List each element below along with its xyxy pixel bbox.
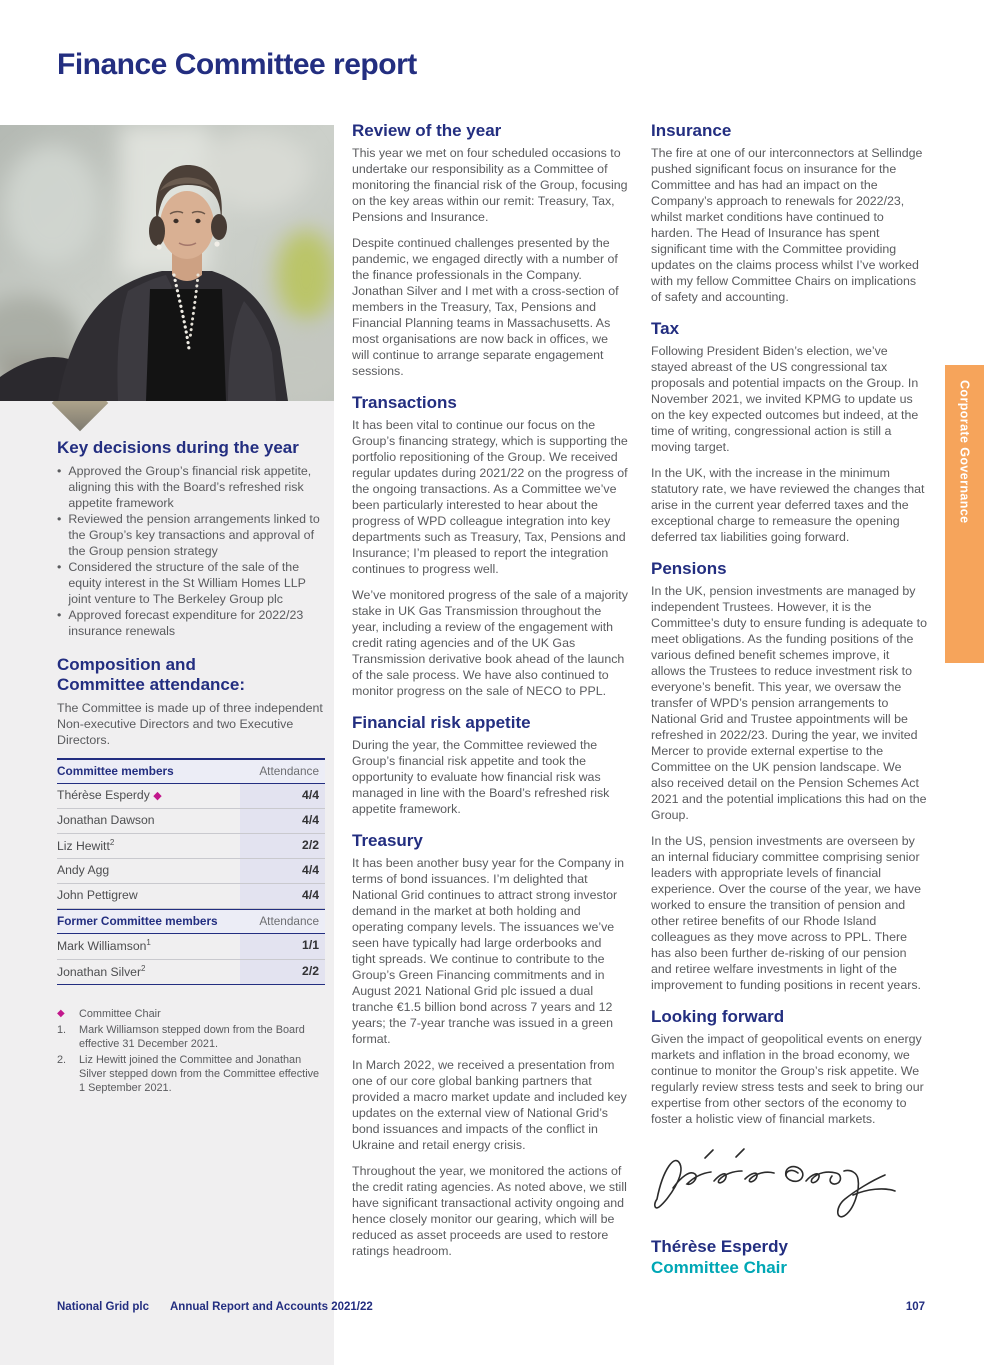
- committee-chair-diamond-icon: ◆: [153, 790, 162, 803]
- table-row: [57, 859, 325, 884]
- signoff-name: Thérèse Esperdy: [651, 1237, 789, 1257]
- attendance-value: 2/2: [240, 960, 325, 985]
- paragraph: This year we met on four scheduled occasions to undertake our responsibility as a Committee of monitoring the financial risk of the Group, focusing on the key areas within our remit: Treasury, Tax, Pensions and Insurance.: [352, 146, 628, 225]
- paragraph: Following President Biden’s election, we’ve stayed abreast of the US congressional tax proposals and potential impacts on the Group. In November 2021, we invited KPMG to update us on the key expected outcomes but indeed, at the time of writing, congressional action is still a moving target.: [651, 344, 919, 455]
- attendance-value: 4/4: [240, 884, 325, 908]
- table-row: [57, 960, 325, 986]
- table-row: [57, 834, 325, 860]
- attendance-value: 1/1: [240, 934, 325, 959]
- key-decision-text: Approved the Group’s financial risk appetite, aligning this with the Board’s refreshed risk appetite framework: [68, 464, 312, 511]
- committee-chair-diamond-icon: ◆: [57, 1008, 65, 1020]
- paragraph: During the year, the Committee reviewed the Group’s financial risk appetite and took the opportunity to evaluate how financial risk was managed in line with the Board’s refreshed risk appetite framework.: [352, 738, 610, 817]
- paragraph: The fire at one of our interconnectors at Sellindge pushed significant focus on insurance for the Committee and has had an impact on the Company’s approach to renewals for 2022/23, whilst market conditions have continued to harden. The Head of Insurance has spent significant time with the Committee providing updates on the claims process whilst I’ve worked with my fellow Committee Chairs on implications of safety and accounting.: [651, 146, 923, 305]
- section-heading: Pensions: [651, 559, 727, 579]
- table-row: [57, 884, 325, 909]
- attendance-value: 4/4: [240, 809, 325, 833]
- paragraph: It has been vital to continue our focus on the Group’s financing strategy, which is supporting the portfolio repositioning of the Group. We received regular updates during 2021/22 on the progress of the ongoing transactions. As a Committee we’ve been particularly interested to hear about the progress of WPD colleague integration into key departments such as Treasury, Tax, Pensions and Insurance; I’m pleased to report the integration continues to progress well.: [352, 418, 628, 577]
- table-header-row: [57, 760, 325, 784]
- key-decision-item: [57, 463, 327, 511]
- member-name: Jonathan Dawson: [57, 812, 155, 827]
- key-decision-text: Considered the structure of the sale of the equity interest in the St William Homes LLP joint venture to The Berkeley Group plc: [68, 560, 306, 607]
- member-name: Jonathan Silver$^2$: [57, 963, 146, 979]
- section-heading: Looking forward: [651, 1007, 785, 1027]
- left-column: [57, 438, 327, 1097]
- key-decision-item: [57, 559, 327, 607]
- footer-company: National Grid plc: [57, 1301, 150, 1313]
- middle-column: [352, 121, 628, 1259]
- footer-report-title: Annual Report and Accounts 2021/22: [170, 1301, 373, 1313]
- chair-legend: ◆ Committee Chair: [57, 1008, 161, 1021]
- bullet-icon: •: [57, 608, 62, 623]
- paragraph: In the UK, pension investments are managed by independent Trustees. However, it is the Committee’s duty to ensure funding is adequate to meet obligations. As the funding positions of the various defined benefit schemes improve, it allows the Trustees to reduce investment risk to everyone’s benefit. This year, we oversaw the transfer of WPD’s pension arrangements to National Grid and Trustee appointments will be refreshed in 2022/23. During the year, we invited Mercer to provide external expertise to the Committee on the UK pension landscape. We also received detail on the Pension Schemes Act 2021 and the potential implications this had on the Group.: [651, 584, 927, 823]
- paragraph: In the UK, with the increase in the minimum statutory rate, we have reviewed the changes that arise in the current year deferred taxes and the exceptional charge to remeasure the opening deferred tax liabilities going forward.: [651, 466, 925, 545]
- composition-heading: Composition and Committee attendance:: [57, 655, 245, 695]
- footnote-item: 1. Mark Williamson stepped down from the Board effective 31 December 2021.: [57, 1023, 305, 1051]
- key-decisions-heading: Key decisions during the year: [57, 438, 299, 457]
- corporate-governance-section-tab: Corporate Governance: [945, 365, 984, 663]
- attendance-value: 4/4: [240, 859, 325, 883]
- footer-page-number: 107: [905, 1301, 925, 1313]
- table-footnotes: [57, 1007, 327, 1095]
- section-tax: [651, 319, 927, 545]
- paragraph: It has been another busy year for the Company in terms of bond issuances. I’m delighted that National Grid continues to attract strong investor demand in the market at both holding and operating company levels. The issuances we’ve seen have typically had large orderbooks and tight spreads. We continue to contribute to the Group’s Green Financing commitments and in August 2021 National Grid plc issued a dual tranche €1.5 billion bond across 7 years and 12 years; the 7-year tranche was issued in a green format.: [352, 856, 625, 1047]
- section-treasury: [352, 831, 628, 1259]
- table-row: [57, 809, 325, 834]
- page-title: Finance Committee report: [57, 48, 417, 81]
- member-name: John Pettigrew: [57, 888, 138, 903]
- section-transactions: [352, 393, 628, 699]
- section-heading: Insurance: [651, 121, 732, 140]
- member-name: Mark Williamson$^1$: [57, 937, 151, 953]
- section-heading: Review of the year: [352, 121, 502, 140]
- former-members-header: Former Committee members: [57, 913, 218, 928]
- section-financial-risk-appetite: [352, 713, 628, 817]
- composition-intro: The Committee is made up of three independent Non-executive Directors and two Executive Directors.: [57, 701, 323, 748]
- former-members-header-row: [57, 909, 325, 934]
- member-name: Andy Agg: [57, 863, 110, 878]
- paragraph: We’ve monitored progress of the sale of a majority stake in UK Gas Transmission throughout the year, including a review of the engagement with credit rating agencies and of the UK Gas Transmission derivative book ahead of the launch of the sale process. We have also continued to monitor progress on the sale of NECO to PPL.: [352, 588, 628, 699]
- signoff-role: Committee Chair: [651, 1257, 788, 1277]
- paragraph: Given the impact of geopolitical events on energy markets and inflation in the broad economy, we continue to monitor the Group’s risk appetite. We regularly review stress tests and seek to bring our expertise from other sectors of the economy to foster a holistic view of financial markets.: [651, 1032, 924, 1127]
- key-decision-item: [57, 607, 327, 639]
- attendance-header: Attendance: [259, 913, 319, 928]
- table-row: [57, 934, 325, 960]
- photo-illustration: [0, 125, 334, 401]
- key-decision-text: Reviewed the pension arrangements linked to the Group’s key transactions and approval of the Group pension strategy: [68, 512, 320, 559]
- section-review-of-the-year: [352, 121, 628, 379]
- members-header: Committee members: [57, 764, 174, 779]
- paragraph: Throughout the year, we monitored the actions of the credit rating agencies. As noted above, we still have significant transactional activity ongoing and hence closely monitor our gearing, which will be reduced as asset proceeds are used to restore ratings headroom.: [352, 1164, 627, 1259]
- attendance-value: 4/4: [240, 784, 325, 808]
- section-heading: Tax: [651, 319, 680, 339]
- committee-chair-photo: [0, 125, 334, 401]
- bullet-icon: •: [57, 464, 62, 479]
- footnote-item: 2. Liz Hewitt joined the Committee and Jonathan Silver stepped down from the Committee effective 1 September 2021.: [57, 1053, 320, 1095]
- bullet-icon: •: [57, 560, 62, 575]
- attendance-value: 2/2: [240, 834, 325, 859]
- paragraph: Despite continued challenges presented by the pandemic, we engaged directly with a number of the finance professionals in the Company. Jonathan Silver and I met with a cross-section of members in the Treasury, Tax, Pensions and Financial Planning teams in Massachusetts. As most organisations are now back in offices, we will continue to arrange separate engagement sessions.: [352, 236, 619, 379]
- member-name: Thérèse Esperdy ◆: [57, 788, 162, 803]
- key-decision-text: Approved forecast expenditure for 2022/23 insurance renewals: [68, 608, 304, 639]
- section-heading: Transactions: [352, 393, 457, 413]
- key-decision-item: [57, 511, 327, 559]
- right-column: [651, 121, 927, 1278]
- table-row: [57, 784, 325, 809]
- signature-image: [647, 1143, 927, 1227]
- section-looking-forward: [651, 1007, 927, 1127]
- section-heading: Treasury: [352, 831, 423, 851]
- section-heading: Financial risk appetite: [352, 713, 531, 733]
- attendance-header: Attendance: [259, 764, 319, 779]
- paragraph: In March 2022, we received a presentation from one of our core global banking partners that provided a macro market update and included key updates on the external view of National Grid’s bond issuances and impacts of the conflict in Ukraine and retail energy crisis.: [352, 1058, 627, 1153]
- member-name: Liz Hewitt$^2$: [57, 837, 115, 853]
- committee-attendance-table: [57, 758, 325, 985]
- paragraph: In the US, pension investments are overseen by an internal fiduciary committee comprising senior leaders with appropriate levels of financial experience. Over the course of the year, we have worked to ensure the transition of pension and other retiree benefits of our Rhode Island colleagues as they move across to PPL. There has also been further de-risking of our pension and retiree welfare investments in light of the improvement to funding positions in recent years.: [651, 834, 921, 993]
- bullet-icon: •: [57, 512, 62, 527]
- section-insurance: [651, 121, 927, 305]
- section-pensions: [651, 559, 927, 993]
